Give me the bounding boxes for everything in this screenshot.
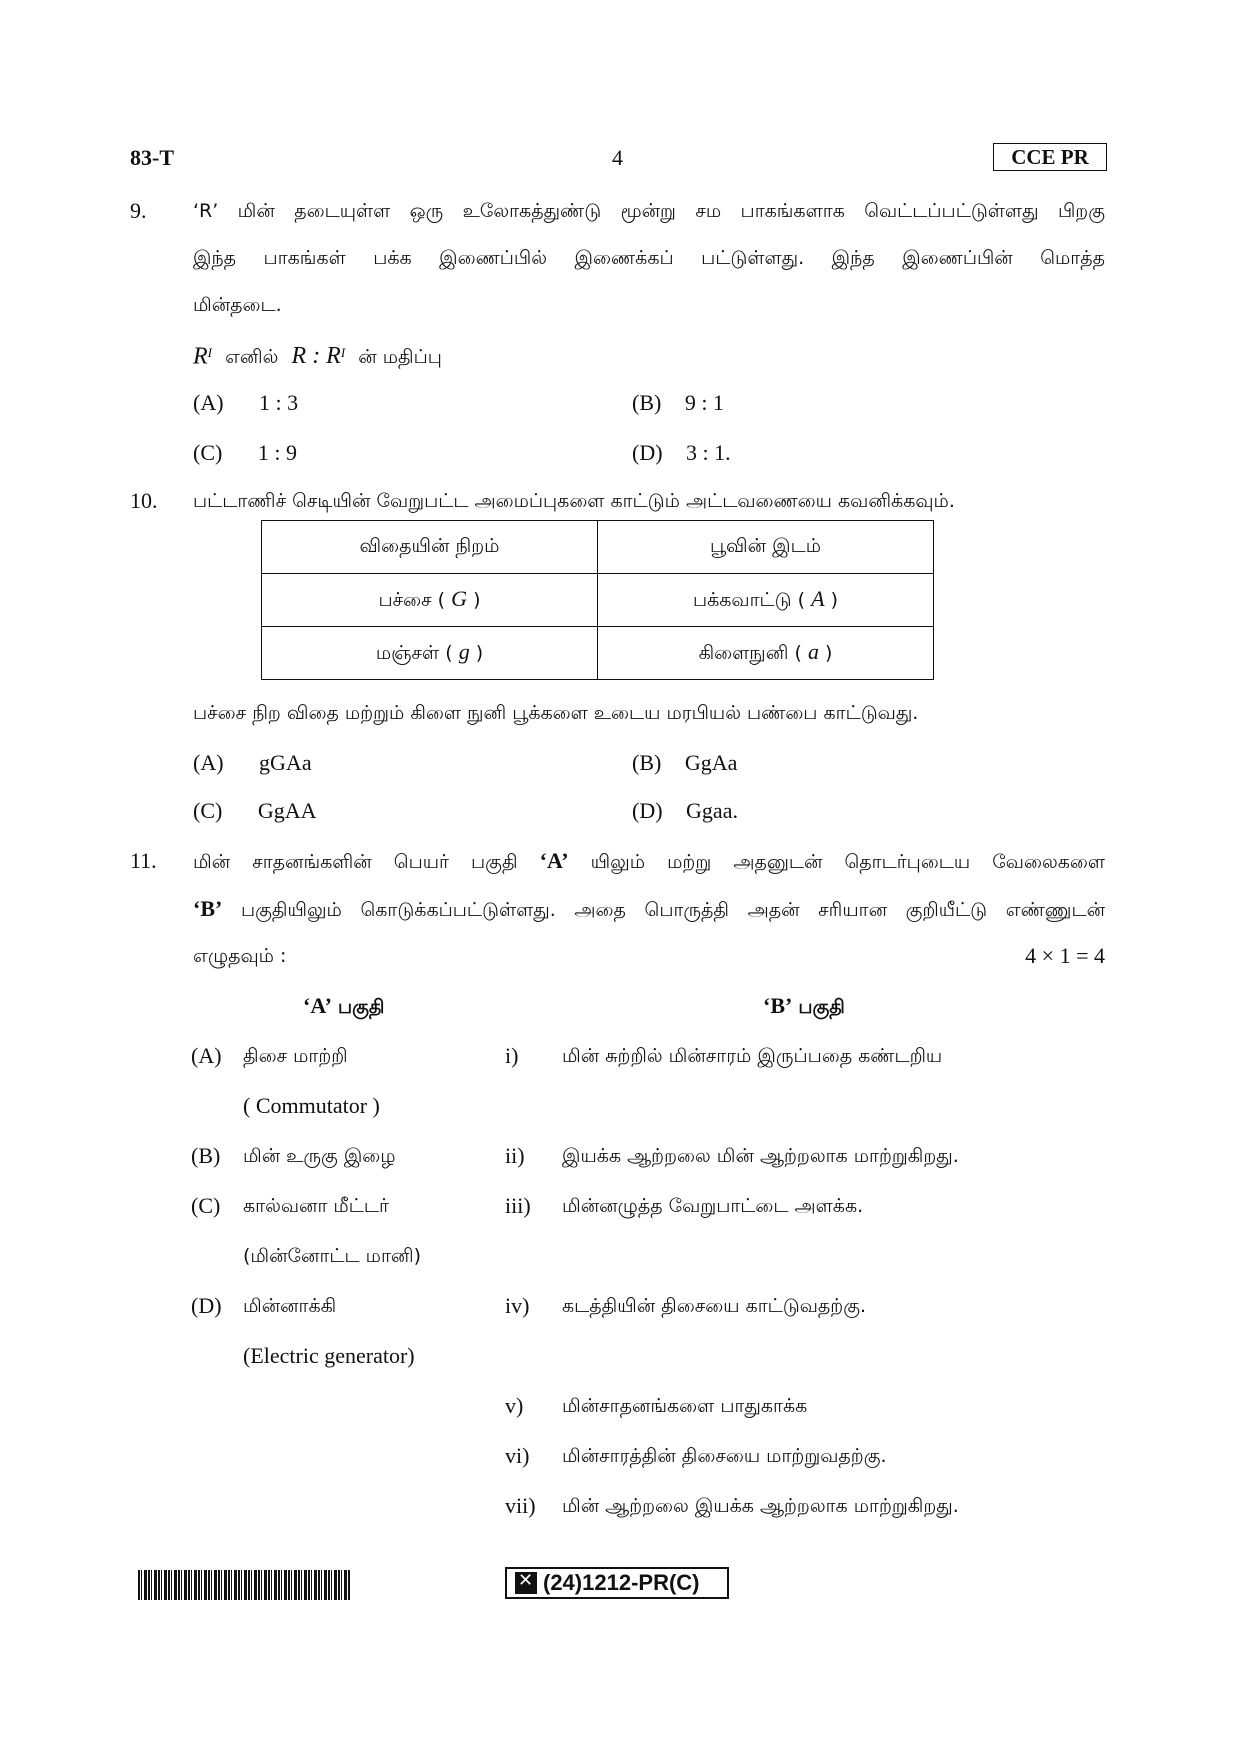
- q9-expr-r2: R : R: [291, 343, 341, 370]
- paper-code: 83-T: [130, 145, 174, 170]
- table-cell: கிளைநுனி ( a ): [598, 627, 934, 680]
- part-a-item: கால்வனா மீட்டர்: [243, 1195, 389, 1217]
- option-text: 3 : 1.: [686, 440, 731, 465]
- paper-type-box: CCE PR: [993, 143, 1107, 171]
- part-a-item: மின் உருகு இழை: [243, 1145, 396, 1167]
- part-b-item: கடத்தியின் திசையை காட்டுவதற்கு.: [562, 1295, 867, 1317]
- part-b-label: v): [505, 1393, 524, 1418]
- table-row: [262, 574, 934, 627]
- q9-expr-sup2: I: [340, 345, 346, 360]
- pea-traits-table: [261, 520, 934, 680]
- part-b-label: vii): [505, 1493, 536, 1518]
- cross-box-icon: [515, 1572, 537, 1594]
- table-header-flower-position: பூவின் இடம்: [598, 521, 934, 574]
- part-b-item: இயக்க ஆற்றலை மின் ஆற்றலாக மாற்றுகிறது.: [562, 1145, 959, 1167]
- q10-option-a[interactable]: [193, 750, 312, 776]
- part-b-item: மின்னழுத்த வேறுபாட்டை அளக்க.: [562, 1195, 864, 1217]
- option-label: (C): [193, 440, 223, 465]
- table-row: [262, 627, 934, 680]
- part-a-item: திசை மாற்றி: [243, 1045, 348, 1067]
- q9-option-a[interactable]: [193, 390, 298, 416]
- part-b-item: மின் சுற்றில் மின்சாரம் இருப்பதை கண்டறிய: [562, 1045, 943, 1067]
- footer-code-box: [505, 1567, 729, 1599]
- q11-marks: 4 × 1 = 4: [1025, 943, 1105, 968]
- option-text: 9 : 1: [684, 390, 724, 415]
- part-b-label: iii): [505, 1193, 531, 1218]
- q10-option-b[interactable]: [632, 750, 737, 776]
- q9-line-3: மின்தடை.: [193, 294, 282, 316]
- q11-part-a-heading: ‘A’ பகுதி: [303, 993, 385, 1018]
- option-label: (C): [193, 798, 223, 823]
- part-a-label: (B): [191, 1143, 221, 1168]
- part-a-item: மின்னாக்கி: [243, 1295, 337, 1317]
- q11-line-2: ‘B’ பகுதியிலும் கொடுக்கப்பட்டுள்ளது. அதை பொருத்தி அதன் சரியான குறியீட்டு எண்ணுடன்: [193, 896, 1105, 921]
- option-label: (D): [632, 440, 663, 465]
- q9-line-1: ‘R’ மின் தடையுள்ள ஒரு உலோகத்துண்டு மூன்று சம பாகங்களாக வெட்டப்பட்டுள்ளது பிறகு: [193, 200, 1105, 222]
- option-label: (B): [632, 390, 662, 415]
- part-a-item-sub: ( Commutator ): [243, 1093, 380, 1118]
- part-a-label: (C): [191, 1193, 221, 1218]
- q9-expression: [193, 340, 442, 371]
- part-b-label: vi): [505, 1443, 530, 1468]
- option-text: gGAa: [259, 750, 312, 775]
- part-a-item-sub: (மின்னோட்ட மானி): [243, 1245, 422, 1267]
- part-b-label: i): [505, 1043, 519, 1068]
- table-cell: மஞ்சள் ( g ): [262, 627, 598, 680]
- q9-expr-r1: R: [193, 343, 208, 370]
- q10-question: பச்சை நிற விதை மற்றும் கிளை நுனி பூக்களை உடைய மரபியல் பண்பை காட்டுவது.: [193, 702, 919, 724]
- part-b-item: மின்சாதனங்களை பாதுகாக்க: [562, 1395, 808, 1417]
- q9-option-b[interactable]: [632, 390, 724, 416]
- q10-number: 10.: [130, 488, 158, 513]
- q9-expr-word2: ன் மதிப்பு: [358, 346, 442, 369]
- option-text: Ggaa.: [686, 798, 738, 823]
- table-header-row: [262, 521, 934, 574]
- part-a-item-sub: (Electric generator): [243, 1343, 415, 1368]
- q9-option-d[interactable]: [632, 440, 731, 466]
- option-label: (A): [193, 390, 224, 415]
- table-cell: பக்கவாட்டு ( A ): [598, 574, 934, 627]
- option-text: 1 : 3: [259, 390, 299, 415]
- q10-stem: பட்டாணிச் செடியின் வேறுபட்ட அமைப்புகளை காட்டும் அட்டவணையை கவனிக்கவும்.: [193, 490, 955, 512]
- part-b-label: iv): [505, 1293, 530, 1318]
- option-text: GgAA: [257, 798, 317, 823]
- table-header-seed-colour: விதையின் நிறம்: [262, 521, 598, 574]
- q11-part-b-heading: ‘B’ பகுதி: [763, 993, 845, 1018]
- option-label: (D): [632, 798, 663, 823]
- barcode: [138, 1570, 350, 1600]
- q10-option-c[interactable]: [193, 798, 317, 824]
- q9-option-c[interactable]: [193, 440, 297, 466]
- option-text: 1 : 9: [257, 440, 297, 465]
- part-b-item: மின்சாரத்தின் திசையை மாற்றுவதற்கு.: [562, 1445, 887, 1467]
- part-b-label: ii): [505, 1143, 525, 1168]
- q9-expr-sup: I: [207, 345, 213, 360]
- q11-number: 11.: [130, 848, 157, 873]
- option-text: GgAa: [684, 750, 738, 775]
- q10-option-d[interactable]: [632, 798, 738, 824]
- q11-line-3: எழுதவும் :: [193, 945, 287, 967]
- option-label: (A): [193, 750, 224, 775]
- option-label: (B): [632, 750, 662, 775]
- part-b-item: மின் ஆற்றலை இயக்க ஆற்றலாக மாற்றுகிறது.: [562, 1495, 959, 1517]
- q9-line-2: இந்த பாகங்கள் பக்க இணைப்பில் இணைக்கப் பட்டுள்ளது. இந்த இணைப்பின் மொத்த: [193, 247, 1105, 269]
- part-a-label: (D): [191, 1293, 222, 1318]
- page-number: 4: [612, 145, 623, 170]
- q9-number: 9.: [130, 198, 147, 223]
- part-a-label: (A): [191, 1043, 222, 1068]
- footer-code: (24)1212-PR(C): [543, 1570, 700, 1595]
- table-cell: பச்சை ( G ): [262, 574, 598, 627]
- q9-expr-word1: எனில்: [225, 346, 279, 369]
- q11-line-1: மின் சாதனங்களின் பெயர் பகுதி ‘A’ யிலும் மற்று அதனுடன் தொடர்புடைய வேலைகளை: [193, 848, 1105, 873]
